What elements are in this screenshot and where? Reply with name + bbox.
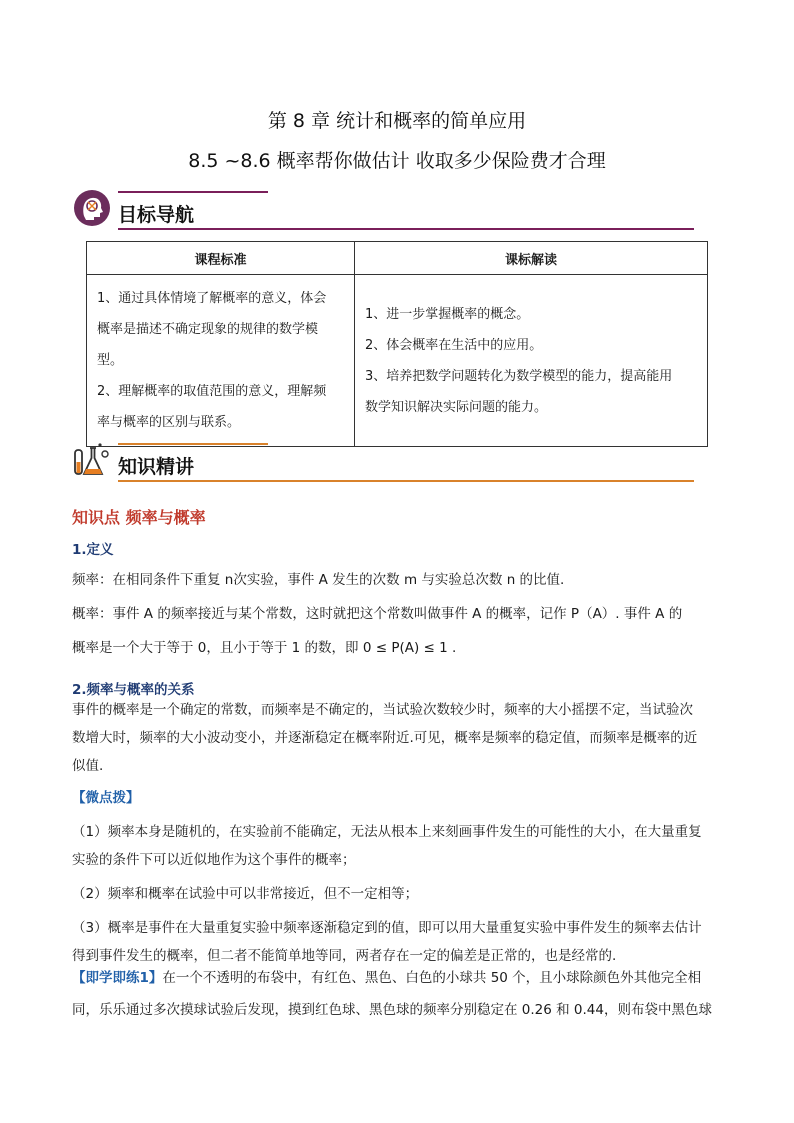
relation-text: 事件的概率是一个确定的常数，而频率是不确定的，当试验次数较少时，频率的大小摇摆不定，当试验次 数增大时，频率的大小波动变小，并逐渐稳定在概率附近.可见，概率是频率的稳定值，而频率是概率的近 似值. [72, 702, 698, 774]
section-bottom-rule [118, 228, 694, 230]
section-knowledge-header [72, 440, 694, 490]
lab-flask-icon [72, 440, 112, 480]
exercise-block: 【即学即练1】在一个不透明的布袋中，有红色、黑色、白色的小球共 50 个，且小球除颜色外其他完全相 同，乐乐通过多次摸球试验后发现，摸到红色球、黑色球的频率分别稳定在 0.26 和 0.44，则布袋中黑色球 [72, 970, 712, 1018]
knowledge-point-heading: 知识点 频率与概率 [72, 508, 206, 527]
table-header-standard: 课程标准 [87, 242, 355, 275]
section-goals-header [72, 188, 694, 238]
table-header-row [87, 242, 708, 275]
definition-heading: 1.定义 [72, 542, 114, 558]
relation-heading: 2.频率与概率的关系 [72, 682, 195, 698]
section-top-rule [118, 191, 268, 193]
table-cell-interpretation: 1、进一步掌握概率的概念。 2、体会概率在生活中的应用。 3、培养把数学问题转化为数学模型的能力，提高能用 数学知识解决实际问题的能力。 [355, 275, 708, 447]
table-header-interpretation: 课标解读 [355, 242, 708, 275]
section-goals-label: 目标导航 [118, 204, 195, 226]
section-knowledge-label: 知识精讲 [118, 456, 195, 478]
curriculum-table [86, 241, 708, 447]
table-row [87, 275, 708, 447]
definition-text: 频率：在相同条件下重复 n次实验，事件 A 发生的次数 m 与实验总次数 n 的比值. 概率：事件 A 的频率接近与某个常数，这时就把这个常数叫做事件 A 的概率，记作 P（A）. 事件 A 的 概率是一个大于等于 0，且小于等于 1 的数，即 0 ≤ P(A) ≤ 1 . [72, 572, 683, 656]
section-top-rule [118, 443, 268, 445]
section-title: 8.5 ~8.6 概率帮你做估计 收取多少保险费才合理 [188, 150, 606, 172]
tips-heading: 【微点拨】 [72, 790, 140, 806]
chapter-title: 第 8 章 统计和概率的简单应用 [267, 110, 527, 132]
head-brain-icon [72, 188, 112, 228]
exercise-tag: 【即学即练1】 [72, 970, 163, 986]
section-bottom-rule [118, 480, 694, 482]
tips-block: 【微点拨】 （1）频率本身是随机的，在实验前不能确定，无法从根本上来刻画事件发生的可能性的大小，在大量重复 实验的条件下可以近似地作为这个事件的概率； （2）频率和概率在试验中可以非常接近，但不一定相等； （3）概率是事件在大量重复实验中频率逐渐稳定到的值，即可以用大量重复实验中事件发生的频率去估计 得到事件发生的概率，但二者不能简单地等同，两者存在一定的偏差是正常的，也是经常的. [72, 784, 722, 970]
table-cell-standard: 1、通过具体情境了解概率的意义，体会 概率是描述不确定现象的规律的数学模 型。 2、理解概率的取值范围的意义，理解频 率与概率的区别与联系。 [87, 275, 355, 447]
